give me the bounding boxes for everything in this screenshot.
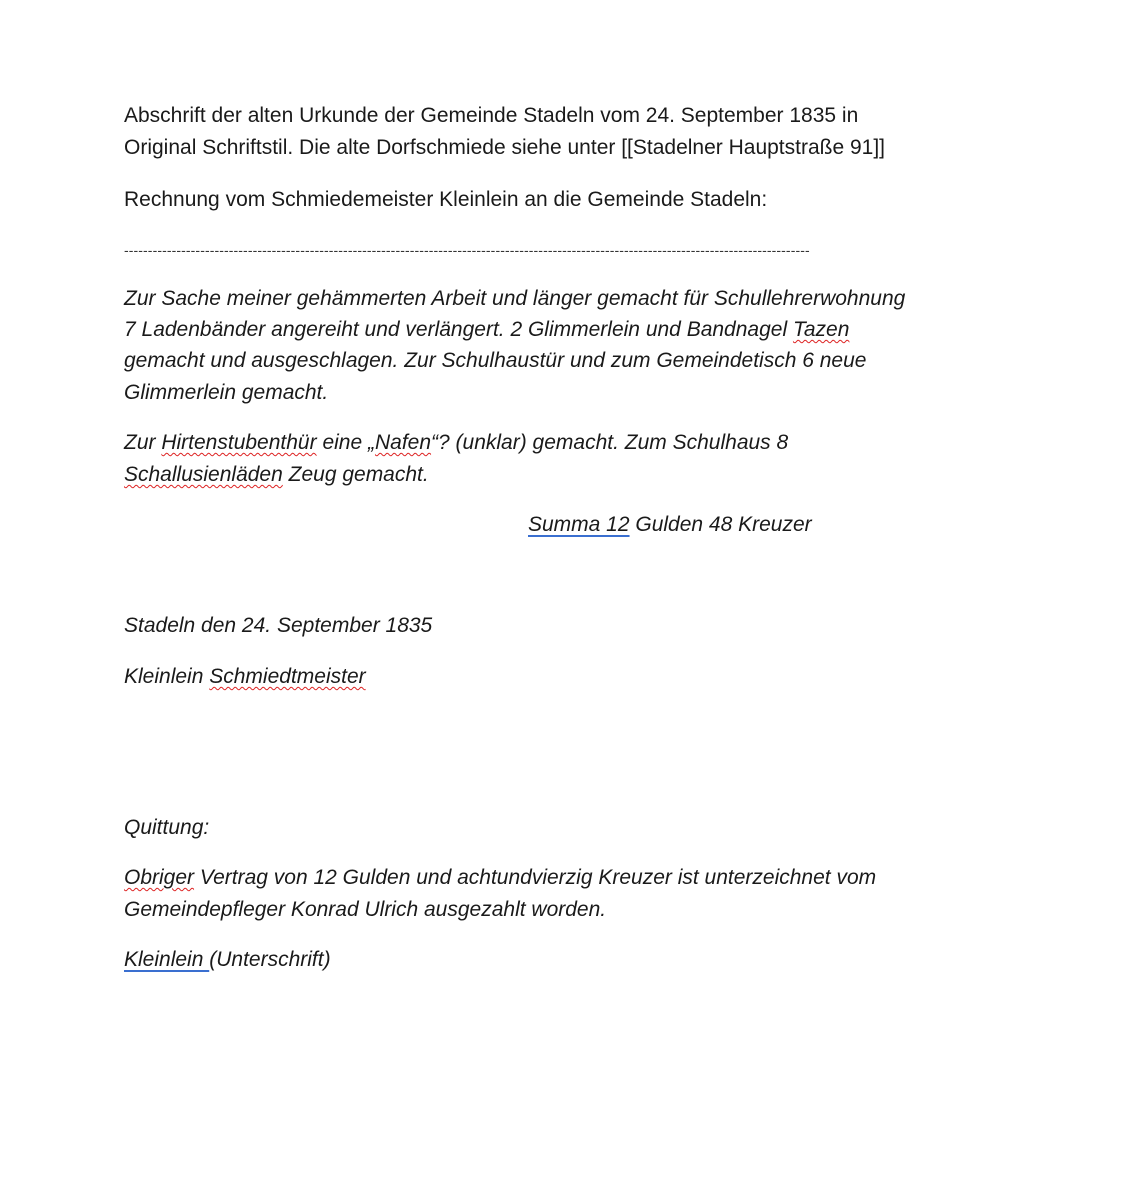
- spellcheck-word[interactable]: Tazen: [792, 318, 850, 341]
- receipt-signature-note: (Unterschrift): [209, 948, 331, 971]
- body-line-2: [124, 314, 849, 346]
- spellcheck-word[interactable]: Hirtenstubenthür: [161, 431, 317, 454]
- receipt-signature-name[interactable]: Kleinlein: [124, 948, 210, 971]
- receipt-line-1: [124, 862, 876, 894]
- summa-label[interactable]: Summa 12: [528, 513, 630, 536]
- spellcheck-word[interactable]: Obriger: [124, 866, 195, 889]
- body-line-3: gemacht und ausgeschlagen. Zur Schulhaustür und zum Gemeindetisch 6 neue: [124, 349, 867, 372]
- body2-text-b: eine „: [316, 431, 375, 454]
- body2-text-c: “? (unklar) gemacht. Zum Schulhaus 8: [431, 431, 789, 454]
- body-line-4: Glimmerlein gemacht.: [124, 381, 329, 404]
- body-line-1: Zur Sache meiner gehämmerten Arbeit und länger gemacht für Schullehrerwohnung: [124, 287, 906, 310]
- summa-line: [528, 509, 812, 541]
- signature-name: Kleinlein: [124, 665, 210, 688]
- spellcheck-word[interactable]: Schmiedtmeister: [209, 665, 366, 688]
- spellcheck-word[interactable]: Nafen: [374, 431, 432, 454]
- body-line-2-text: 7 Ladenbänder angereiht und verlängert. 2 Glimmerlein und Bandnagel: [124, 318, 793, 341]
- body2-text-rest: Zeug gemacht.: [282, 463, 429, 486]
- intro-line-2: Original Schriftstil. Die alte Dorfschmiede siehe unter [[Stadelner Hauptstraße 91]]: [124, 136, 886, 159]
- signature-line: [124, 661, 366, 693]
- summa-amount: Gulden 48 Kreuzer: [629, 513, 812, 536]
- body2-line-1: [124, 427, 788, 459]
- spellcheck-word[interactable]: Schallusienläden: [124, 463, 283, 486]
- separator-line: ------------------------------------------------------------------------------------------------------------------------------------------------: [124, 242, 810, 258]
- body2-text-a: Zur: [124, 431, 162, 454]
- receipt-heading: Quittung:: [124, 816, 210, 839]
- receipt-line-2: Gemeindepfleger Konrad Ulrich ausgezahlt worden.: [124, 898, 607, 921]
- receipt-text: Vertrag von 12 Gulden und achtundvierzig Kreuzer ist unterzeichnet vom: [194, 866, 877, 889]
- receipt-signature: [124, 944, 331, 976]
- body2-line-2: [124, 459, 429, 491]
- place-date: Stadeln den 24. September 1835: [124, 614, 433, 637]
- invoice-heading: Rechnung vom Schmiedemeister Kleinlein an die Gemeinde Stadeln:: [124, 188, 768, 211]
- intro-line-1: Abschrift der alten Urkunde der Gemeinde Stadeln vom 24. September 1835 in: [124, 104, 859, 127]
